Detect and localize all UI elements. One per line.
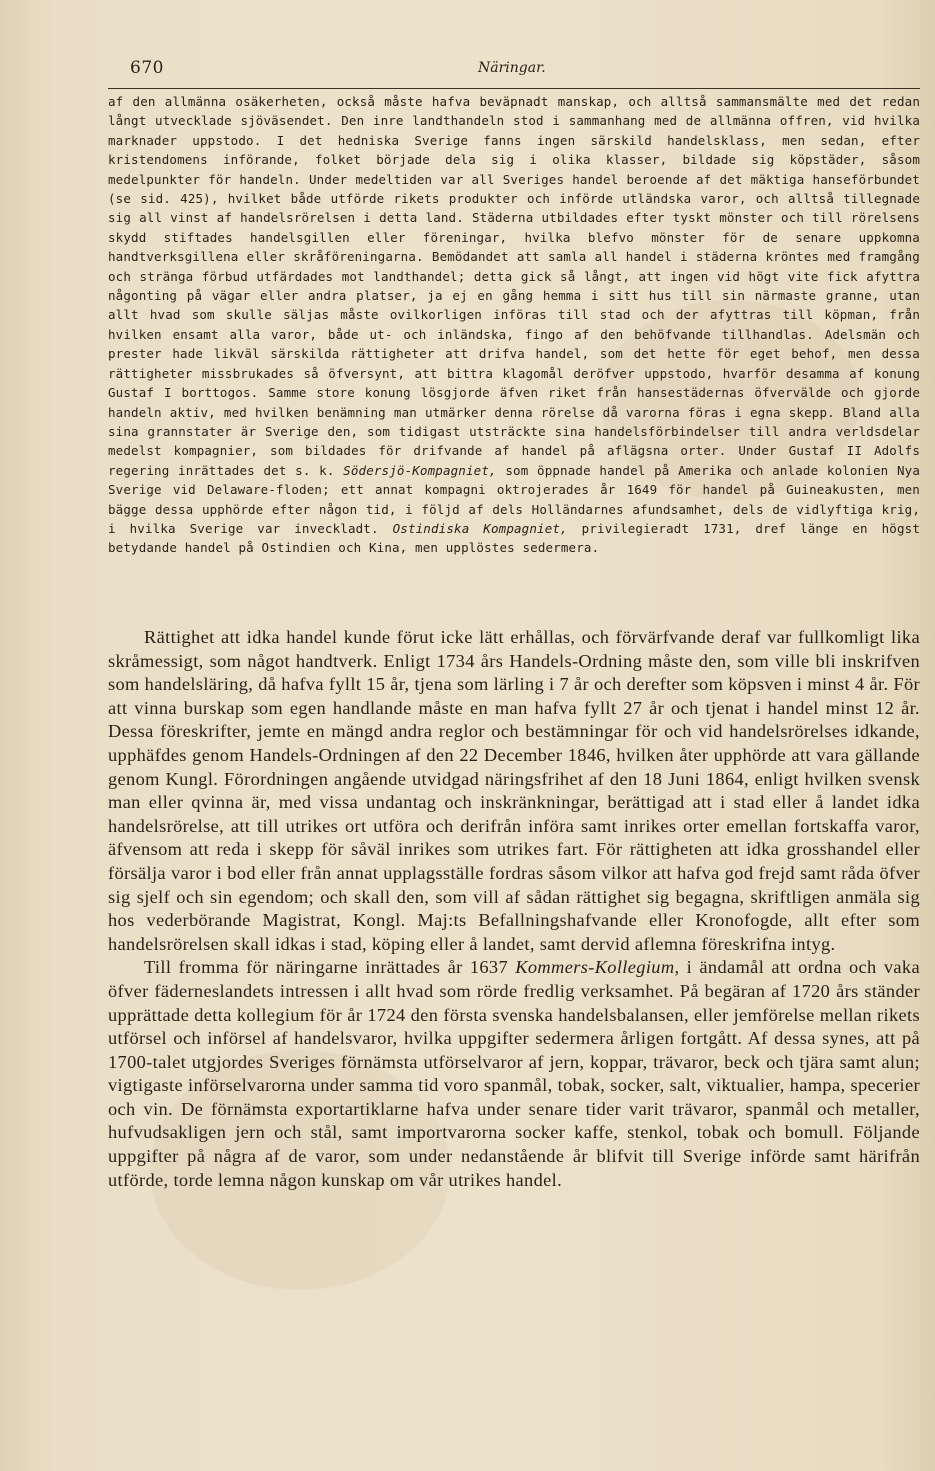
italic-term: Ostindiska Kompagniet, xyxy=(392,520,568,536)
header-rule xyxy=(108,88,920,89)
small-print-paragraph xyxy=(108,92,920,558)
text-run: som öppnade handel på Amerika och anlade kolonien Nya Sverige vid Delaware-floden; ett annat kompagni oktrojerades år 1649 för handel på Guineakusten, men bägge dessa upphörde efter någon tid, i följd af dels Holländarnes afundsamhet, dels de vidlyftiga krig, i hvilka Sverige var inveckladt. xyxy=(108,462,920,536)
text-run: i ändamål att ordna och vaka öfver fäderneslandets intressen i allt hvad som rörde fredlig verksamhet. På begäran af 1720 års ständer upprättade detta kollegium för år 1724 den första svenska handelsbalansen, eller jemförelse mellan rikets utförsel och införsel af handelsvaror, hvilka uppgifter sedermera årligen fortgått. Af dessa synes, att på 1700-talet utgjordes Sveriges förnämsta utförselvaror af jern, koppar, trävaror, beck och tjära samt alun; vigtigaste införselvarorna under samma tid voro spanmål, tobak, socker, salt, viktualier, hampa, specerier och vin. De förnämsta exportartiklarne hafva under senare tider varit trävaror, spanmål och metaller, hufvudsakligen jern och stål, samt importvarorna socker kaffe, stenkol, tobak och bomull. Följande uppgifter på några af de varor, som under nedanstående år blifvit till Sverige införde samt härifrån utförde, torde lemna någon kunskap om vår utrikes handel. xyxy=(108,957,920,1190)
main-text-section xyxy=(108,626,920,1192)
paragraph-kommers-kollegium xyxy=(108,956,920,1192)
text-run: privilegieradt 1731, dref länge en högst betydande handel på Ostindien och Kina, men upplöstes sedermera. xyxy=(108,520,920,556)
small-print-section xyxy=(108,92,920,558)
running-title: Näringar. xyxy=(478,60,546,76)
italic-term: Södersjö-Kompagniet, xyxy=(343,462,497,478)
italic-term: Kommers-Kollegium, xyxy=(515,957,680,978)
page-number: 670 xyxy=(130,58,164,78)
page-header xyxy=(130,58,920,82)
text-run: af den allmänna osäkerheten, också måste hafva beväpnadt manskap, och alltså sammansmälte med det redan långt utvecklade sjöväsendet. Den inre landthandeln stod i sammanhang med de allmänna offren, vid hvilka marknader uppstodo. I det hedniska Sverige fanns ingen särskild handelsklass, men sedan, efter kristendomens införande, folket började dela sig i olika klasser, bildade sig köpstäder, såsom medelpunkter för handeln. Under medeltiden var all Sveriges handel beroende af det mäktiga hanseförbundet (se sid. 425), hvilket både utförde rikets produkter och införde utländska varor, och alltså tillegnade sig all vinst af handelsrörelsen i detta land. Städerna utbildades efter tyskt mönster och till rörelsens skydd stiftades handelsgillen eller föreningar, hvilka blefvo mönster för de senare uppkomna handtverksgillena eller skråföreningarna. Bemödandet att samla all handel i städerna kröntes med framgång och stränga förbud utfärdades mot landthandel; detta gick så långt, att ingen vid högt vite fick afyttra någonting på vägar eller andra platser, ja ej en gång hemma i sitt hus till sin närmaste granne, utan allt hvad som skulle säljas måste ovilkorligen införas till stad och der afyttras till köpman, från hvilken ensamt alla varor, både ut- och inländska, fingo af den behöfvande tillhandlas. Adelsmän och prester hade likväl särskilda rättigheter att drifva handel, som det hette för eget behof, men dessa rättigheter missbrukades så öfversynt, att bittra klagomål deröfver uppstodo, hvarför desamma af konung Gustaf I borttogos. Samme store konung lösgjorde äfven riket från hansestädernas öfvervälde och gjorde handeln aktiv, med hvilken benämning man utmärker denna rörelse då varorna föras i egna skepp. Bland alla sina grannstater är Sverige den, som tidigast utsträckte sina handelsförbindelser till andra verldsdelar medelst kompagnier, som bildades för drifvande af handel på aflägsna orter. Under Gustaf II Adolfs regering inrättades det s. k. xyxy=(108,94,920,478)
text-run: Till fromma för näringarne inrättades år 1637 xyxy=(144,957,516,978)
paragraph-trade-rights: Rättighet att idka handel kunde förut icke lätt erhållas, och förvärfvande deraf var fullkomligt lika skråmessigt, som något handtverk. Enligt 1734 års Handels-Ordning måste den, som ville bli inskrifven som handelsläring, då hafva fyllt 15 år, tjena som lärling i 7 år och derefter som köpsven i minst 4 år. För att vinna burskap som egen handlande måste en man hafva fyllt 27 år och tjenat i handel minst 12 år. Dessa föreskrifter, jemte en mängd andra reglor och bestämningar för och vid handelsrörelses idkande, upphäfdes genom Handels-Ordningen af den 22 December 1846, hvilken åter upphörde att vara gällande genom Kungl. Förordningen angående utvidgad näringsfrihet af den 18 Juni 1864, enligt hvilken svensk man eller qvinna är, med vissa undantag och inskränkningar, berättigad att i stad eller å landet idka handelsrörelse, att till utrikes ort utföra och derifrån införa samt inrikes orter emellan fortskaffa varor, äfvensom att reda i skepp för såväl inrikes som utrikes fart. För rättigheten att idka grosshandel eller försälja varor i bod eller från annat upplagsställe fordras såsom vilkor att hafva god frejd samt råda öfver sig sjelf och sin egendom; och skall den, som vill af sådan rättighet sig begagna, skriftligen anmäla sig hos vederbörande Magistrat, Kongl. Maj:ts Befallningshafvande eller Kronofogde, allt efter som handelsrörelsen skall idkas i stad, köping eller å landet, samt dervid aflemna föreskrifna intyg. xyxy=(108,627,920,954)
